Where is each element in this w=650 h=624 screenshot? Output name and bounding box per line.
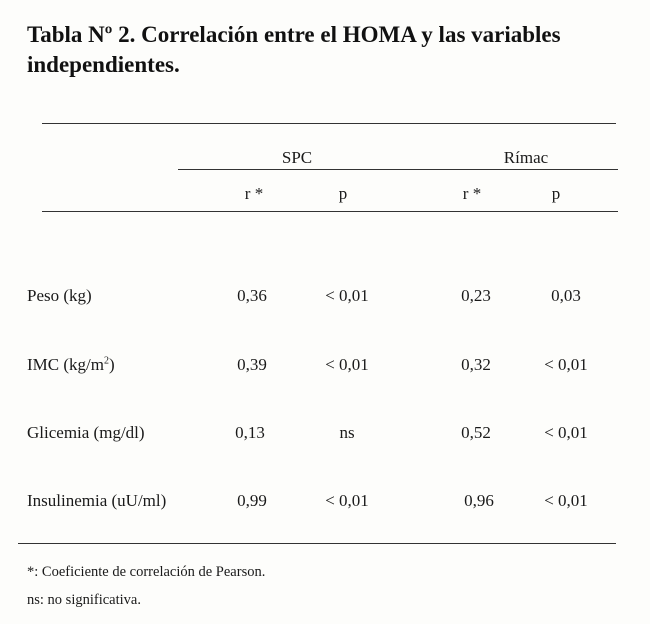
top-rule: [42, 123, 616, 124]
cell-peso-spc-r: 0,36: [237, 286, 267, 305]
cell-glicemia-spc-r: 0,13: [235, 423, 265, 442]
cell-glicemia-rimac-r: 0,52: [461, 423, 491, 442]
cell-insulinemia-rimac-p: < 0,01: [544, 491, 588, 510]
cell-peso-spc-p: < 0,01: [325, 286, 369, 305]
cell-peso-rimac-p: 0,03: [551, 286, 581, 305]
cell-insulinemia-spc-p: < 0,01: [325, 491, 369, 510]
subheader-spc-p: p: [338, 184, 348, 203]
cell-insulinemia-rimac-r: 0,96: [464, 491, 494, 510]
cell-imc-rimac-r: 0,32: [461, 355, 491, 374]
group-header-rimac: Rímac: [503, 148, 549, 167]
cell-insulinemia-spc-r: 0,99: [237, 491, 267, 510]
table-title: Tabla Nº 2. Correlación entre el HOMA y las variables independientes.: [27, 22, 561, 77]
group-rule: [178, 169, 618, 170]
footnote-pearson: *: Coeficiente de correlación de Pearson.: [27, 564, 266, 580]
cell-imc-spc-p: < 0,01: [325, 355, 369, 374]
row-label-imc: IMC $(kg/m^2)$: [27, 355, 115, 374]
subheader-rimac-r: r *: [462, 184, 482, 203]
row-label-insulinemia: Insulinemia (uU/ml): [27, 491, 167, 510]
group-header-spc: SPC: [281, 148, 313, 167]
cell-imc-rimac-p: < 0,01: [544, 355, 588, 374]
subheader-spc-r: r *: [244, 184, 264, 203]
footnote-ns: ns: no significativa.: [27, 592, 141, 608]
row-label-glicemia: Glicemia (mg/dl): [27, 423, 145, 442]
bottom-rule: [18, 543, 616, 544]
cell-glicemia-spc-p: ns: [339, 423, 355, 442]
cell-peso-rimac-r: 0,23: [461, 286, 491, 305]
row-label-peso: Peso (kg): [27, 286, 92, 305]
subheader-rimac-p: p: [551, 184, 561, 203]
header-rule: [42, 211, 618, 212]
cell-glicemia-rimac-p: < 0,01: [544, 423, 588, 442]
cell-imc-spc-r: 0,39: [237, 355, 267, 374]
